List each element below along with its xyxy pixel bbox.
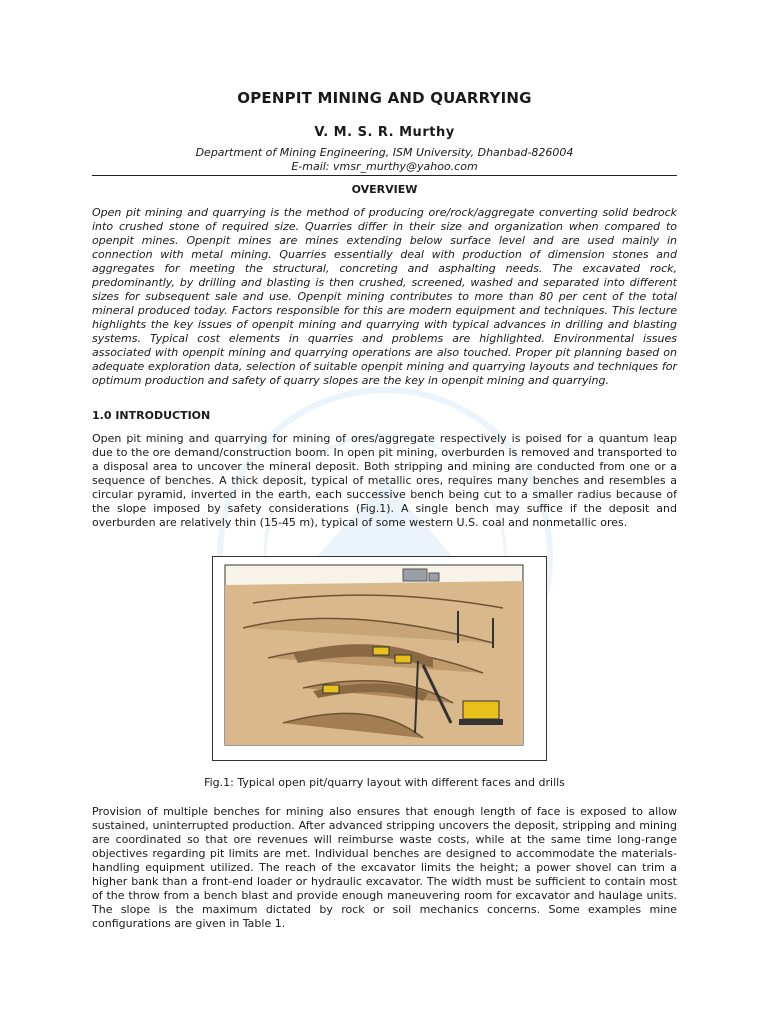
author-email: E-mail: vmsr_murthy@yahoo.com	[291, 160, 478, 173]
figure-1-caption: Fig.1: Typical open pit/quarry layout with different faces and drills	[204, 776, 565, 789]
body-paragraph: Provision of multiple benches for mining also ensures that enough length of face is exposed to allow sustained, uninterrupted production. After advanced stripping uncovers the deposit, stripping and mining are coordinated so that ore revenues will reimburse waste costs, while at the same time long-range objectives regarding pit limits are met. Individual benches are designed to accommodate the materials-handling equipment utilized. The reach of the excavator limits the height; a power shovel can trim a higher bank than a front-end loader or hydraulic excavator. The width must be sufficient to contain most of the throw from a bench blast and provide enough maneuvering room for excavator and haulage units. The slope is the maximum dictated by rock or soil mechanics concerns. Some examples mine configurations are given in Table 1.	[92, 805, 677, 930]
author-name: V. M. S. R. Murthy	[314, 125, 455, 140]
abstract-paragraph: Open pit mining and quarrying is the method of producing ore/rock/aggregate converting solid bedrock into crushed stone of required size. Quarries differ in their size and organization when compared to openpit mines. Openpit mines are mines extending below surface level and are used mainly in connection with metal mining. Quarries essentially deal with production of dimension stones and aggregates for meeting the structural, concreting and asphalting needs. The excavated rock, predominantly, by drilling and blasting is then crushed, screened, washed and separated into different sizes for subsequent sale and use. Openpit mining contributes to more than 80 per cent of the total mineral produced today. Factors responsible for this are modern equipment and techniques. This lecture highlights the key issues of openpit mining and quarrying with typical advances in drilling and blasting systems. Typical cost elements in quarries and problems are highlighted. Environmental issues associated with openpit mining and quarrying operations are also touched. Proper pit planning based on adequate exploration data, selection of suitable openpit mining and quarrying layouts and techniques for optimum production and safety of quarry slopes are the key in openpit mining and quarrying.	[92, 206, 677, 387]
affiliation-line: Department of Mining Engineering, ISM University, Dhanbad-826004	[195, 146, 574, 159]
paper-title: OPENPIT MINING AND QUARRYING	[237, 89, 532, 107]
introduction-paragraph: Open pit mining and quarrying for mining of ores/aggregate respectively is poised for a quantum leap due to the ore demand/construction boom. In open pit mining, overburden is removed and transported to a disposal area to uncover the mineral deposit. Both stripping and mining are conducted from one or a sequence of benches. A thick deposit, typical of metallic ores, requires many benches and resembles a circular pyramid, inverted in the earth, each successive bench being cut to a smaller radius because of the slope imposed by safety considerations (Fig.1). A single bench may suffice if the deposit and overburden are relatively thin (15-45 m), typical of some western U.S. coal and nonmetallic ores.	[92, 432, 677, 529]
overview-heading: OVERVIEW	[351, 183, 418, 196]
figure-1-illustration	[212, 556, 547, 761]
introduction-heading: 1.0 INTRODUCTION	[92, 409, 211, 422]
open-pit-illustration	[223, 563, 536, 754]
author-affiliation	[92, 146, 677, 174]
header-divider	[92, 175, 677, 176]
